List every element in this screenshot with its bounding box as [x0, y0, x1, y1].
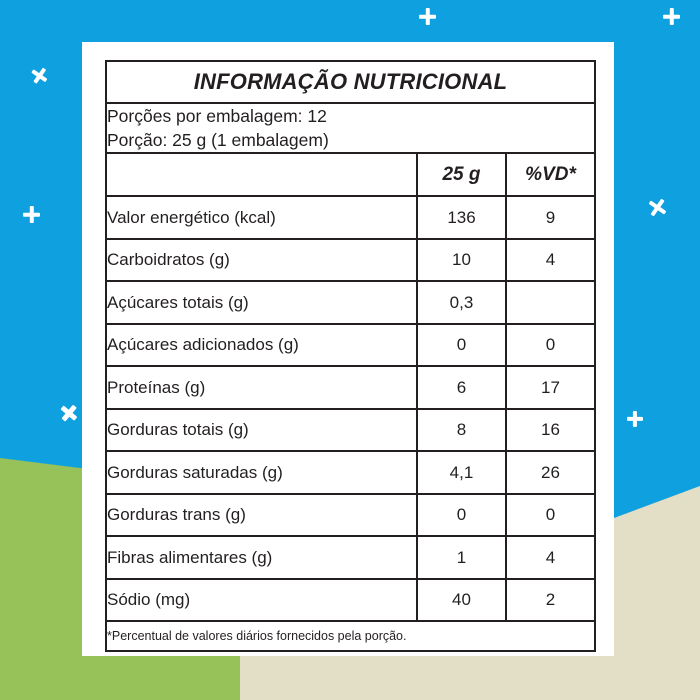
column-header-amount: 25 g: [417, 153, 506, 196]
column-header-nutrient: [106, 153, 417, 196]
nutrient-amount: 136: [417, 196, 506, 239]
nutrient-daily-value: 9: [506, 196, 595, 239]
nutrient-daily-value: 0: [506, 324, 595, 367]
table-row: [106, 239, 595, 282]
column-header-daily-value: %VD*: [506, 153, 595, 196]
nutrient-amount: 0,3: [417, 281, 506, 324]
nutrient-daily-value: [506, 281, 595, 324]
footnote-text: *Percentual de valores diários fornecidos pela porção.: [106, 621, 595, 651]
serving-size: Porção: 25 g (1 embalagem): [107, 130, 329, 151]
nutrient-daily-value: 17: [506, 366, 595, 409]
nutrient-amount: 40: [417, 579, 506, 622]
footnote-row: [106, 621, 595, 651]
page-title: INFORMAÇÃO NUTRICIONAL: [106, 61, 595, 103]
table-row: [106, 494, 595, 537]
serving-info-row: [106, 103, 595, 153]
nutrient-name: Carboidratos (g): [106, 239, 417, 282]
nutrition-facts-table: [105, 60, 596, 652]
nutrient-daily-value: 26: [506, 451, 595, 494]
nutrient-amount: 0: [417, 494, 506, 537]
nutrient-amount: 4,1: [417, 451, 506, 494]
servings-per-package: Porções por embalagem: 12: [107, 106, 327, 126]
nutrient-daily-value: 4: [506, 536, 595, 579]
table-row: [106, 409, 595, 452]
table-row: [106, 196, 595, 239]
nutrient-daily-value: 4: [506, 239, 595, 282]
nutrient-daily-value: 16: [506, 409, 595, 452]
column-header-row: [106, 153, 595, 196]
table-row: [106, 451, 595, 494]
nutrient-amount: 0: [417, 324, 506, 367]
nutrient-name: Gorduras saturadas (g): [106, 451, 417, 494]
table-row: [106, 324, 595, 367]
nutrient-amount: 1: [417, 536, 506, 579]
nutrient-amount: 6: [417, 366, 506, 409]
nutrient-name: Gorduras totais (g): [106, 409, 417, 452]
nutrient-daily-value: 2: [506, 579, 595, 622]
nutrient-daily-value: 0: [506, 494, 595, 537]
nutrient-rows: [106, 196, 595, 621]
nutrient-name: Valor energético (kcal): [106, 196, 417, 239]
serving-information: [106, 103, 595, 153]
table-row: [106, 366, 595, 409]
nutrient-name: Gorduras trans (g): [106, 494, 417, 537]
nutrient-name: Fibras alimentares (g): [106, 536, 417, 579]
table-row: [106, 579, 595, 622]
table-title-row: [106, 61, 595, 103]
table-row: [106, 536, 595, 579]
nutrient-name: Proteínas (g): [106, 366, 417, 409]
nutrient-amount: 8: [417, 409, 506, 452]
white-label-card: [82, 42, 614, 656]
nutrient-name: Açúcares totais (g): [106, 281, 417, 324]
nutrient-name: Sódio (mg): [106, 579, 417, 622]
nutrient-name: Açúcares adicionados (g): [106, 324, 417, 367]
table-row: [106, 281, 595, 324]
nutrient-amount: 10: [417, 239, 506, 282]
